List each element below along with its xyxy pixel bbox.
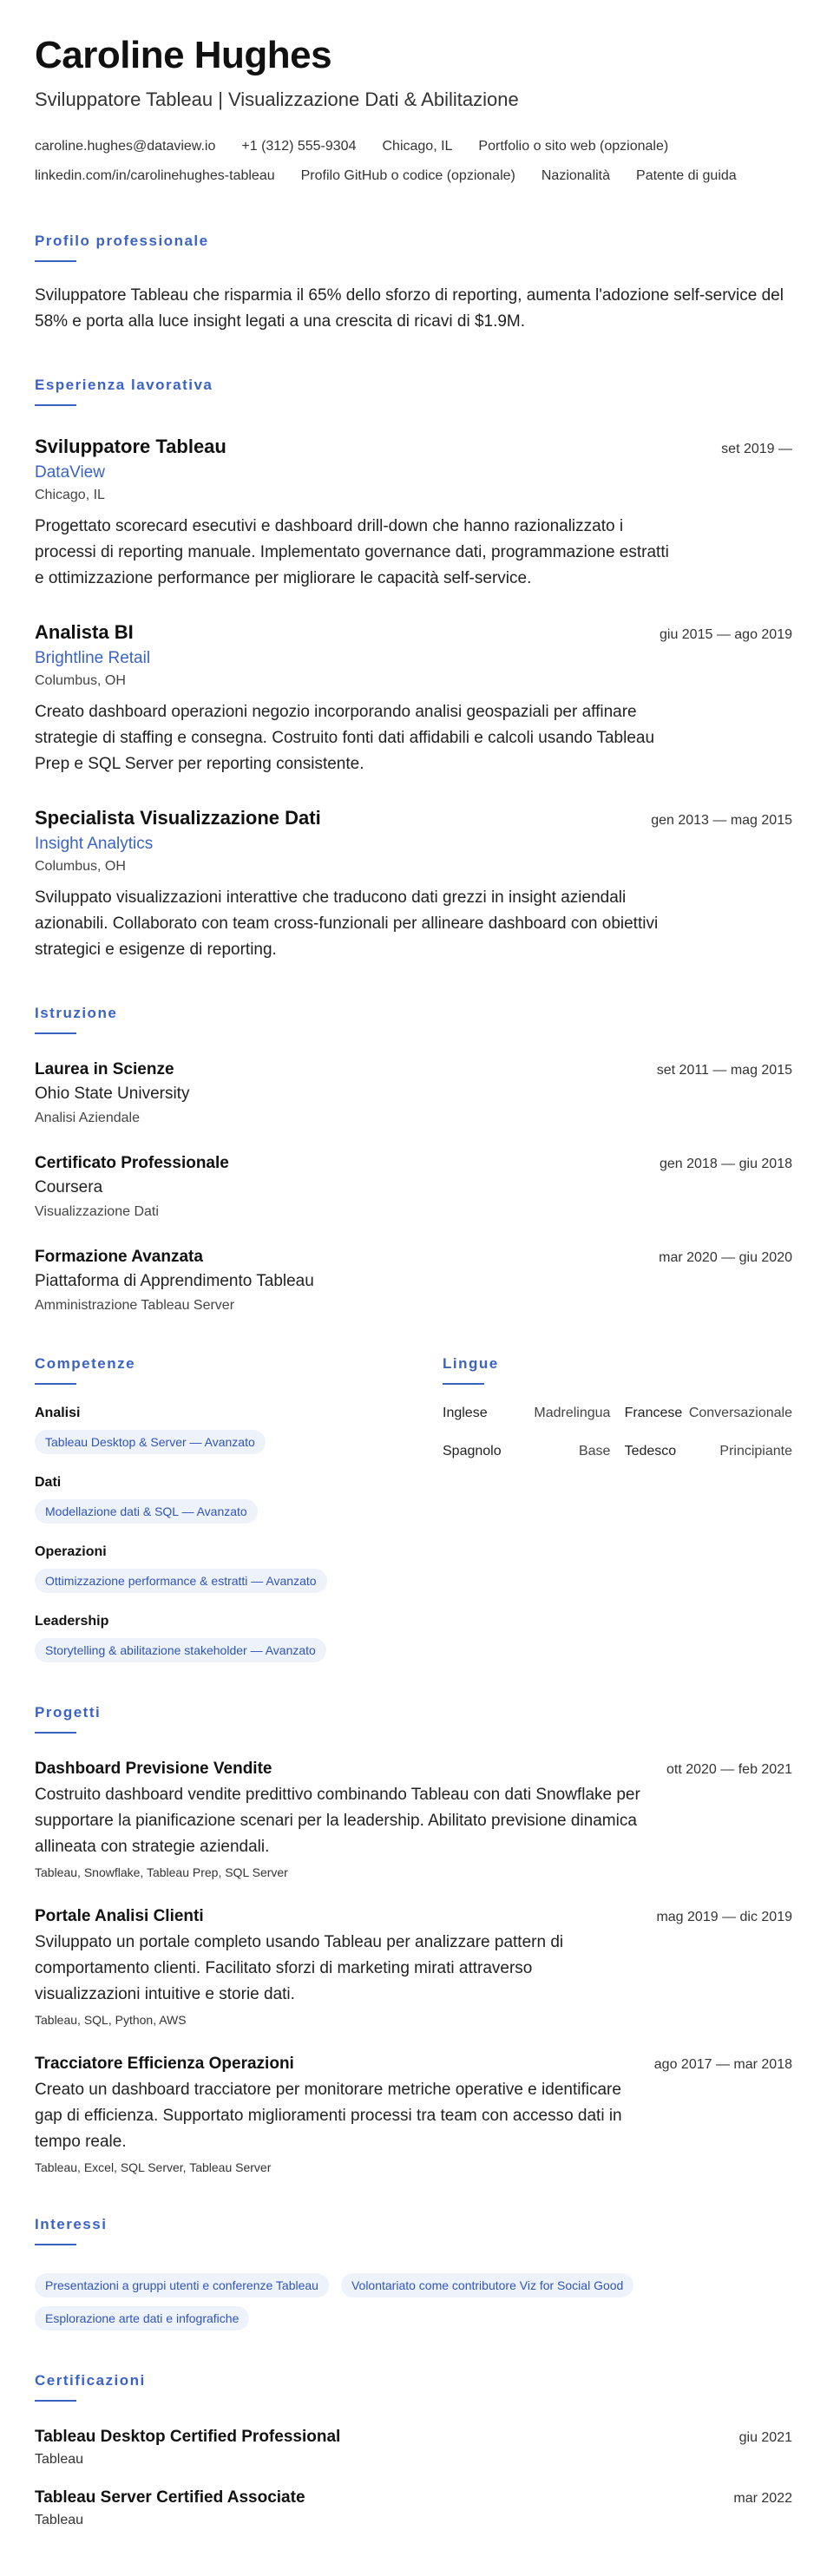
summary-section [35,233,792,335]
skill-chip: Modellazione dati & SQL — Avanzato [35,1499,258,1524]
certification-name: Tableau Desktop Certified Professional [35,2428,341,2446]
interest-chip: Volontariato come contributore Viz for Social Good [341,2273,633,2297]
candidate-name: Caroline Hughes [35,34,332,76]
job-location: Columbus, OH [35,859,126,874]
skill-chip: Tableau Desktop & Server — Avanzato [35,1430,266,1454]
education-field: Analisi Aziendale [35,1111,140,1125]
skill-group [35,1614,443,1662]
skill-group [35,1544,443,1593]
education-school: Piattaforma di Apprendimento Tableau [35,1272,314,1290]
job-dates: giu 2015 — ago 2019 [659,627,792,642]
job-title: Analista BI [35,621,134,643]
section-title-summary: Profilo professionale [35,233,209,249]
contact-github[interactable]: Profilo GitHub o codice (opzionale) [300,168,515,183]
contact-linkedin[interactable]: linkedin.com/in/carolinehughes-tableau [35,168,275,183]
education-school: Ohio State University [35,1085,190,1103]
contact-list [35,132,792,191]
education-entry [35,1060,792,1126]
education-degree: Laurea in Scienze [35,1060,174,1078]
contact-nationality: Nazionalità [541,168,611,183]
education-section [35,1005,792,1314]
resume-header [35,33,792,191]
certification-entry [35,2428,792,2468]
job-dates: set 2019 — [721,442,792,456]
section-divider [35,1383,76,1385]
skills-languages-row [35,1355,792,1662]
skill-chip: Storytelling & abilitazione stakeholder — Avanzato [35,1638,326,1662]
candidate-headline: Sviluppatore Tableau | Visualizzazione Dati & Abilitazione [35,88,519,110]
job-entry [35,807,792,963]
language-item [625,1406,792,1421]
skill-group [35,1475,443,1524]
contact-phone[interactable]: +1 (312) 555-9304 [241,139,357,154]
education-field: Visualizzazione Dati [35,1204,159,1219]
certifications-section [35,2372,792,2528]
language-row [443,1444,792,1459]
section-title-languages: Lingue [443,1355,499,1372]
language-name: Francese [624,1406,683,1420]
contact-email[interactable]: caroline.hughes@dataview.io [35,139,216,154]
section-divider [35,1732,76,1734]
project-description: Creato un dashboard tracciatore per monitorare metriche operative e identificare gap di efficienza. Supportato miglioramenti processi tra team con accesso dati in tempo reale. [35,2081,622,2151]
job-company: Brightline Retail [35,649,151,667]
job-company: DataView [35,463,105,482]
project-description: Costruito dashboard vendite predittivo combinando Tableau con dati Snowflake per supportare la pianificazione scenari per la leadership. Abilitato previsione dinamica allineata con strategie aziendali. [35,1786,640,1856]
interest-chip: Presentazioni a gruppi utenti e conferenze Tableau [35,2273,329,2297]
education-field: Amministrazione Tableau Server [35,1298,235,1313]
section-divider [35,260,76,262]
education-dates: mar 2020 — giu 2020 [659,1250,792,1265]
section-title-projects: Progetti [35,1704,102,1721]
language-row [443,1406,792,1421]
language-item [625,1444,792,1459]
language-name: Tedesco [624,1444,677,1458]
project-entry [35,1907,792,2027]
project-entry [35,2055,792,2174]
project-title: Tracciatore Efficienza Operazioni [35,2055,294,2073]
language-name: Spagnolo [443,1444,502,1458]
education-dates: set 2011 — mag 2015 [656,1063,792,1078]
project-dates: mag 2019 — dic 2019 [656,1910,792,1924]
project-tech: Tableau, SQL, Python, AWS [35,2013,187,2027]
section-title-experience: Esperienza lavorativa [35,377,213,393]
projects-section [35,1704,792,2174]
summary-text: Sviluppatore Tableau che risparmia il 65% dello sforzo di reporting, aumenta l'adozione self-service del 58% e porta alla luce insight legati a una crescita di ricavi di $1.9M. [35,286,784,331]
job-title: Specialista Visualizzazione Dati [35,807,321,829]
job-description: Sviluppato visualizzazioni interattive che traducono dati grezzi in insight aziendali azionabili. Collaborato con team cross-funzionali per allineare dashboard con obiettivi strategici e esigenze di reporting. [35,888,659,959]
project-title: Portale Analisi Clienti [35,1907,204,1925]
job-location: Chicago, IL [35,488,105,502]
skill-group-name: Dati [35,1475,62,1490]
language-level: Madrelingua [534,1406,611,1420]
language-item [443,1406,610,1421]
section-divider [443,1383,484,1385]
skills-section [35,1355,443,1662]
section-title-interests: Interessi [35,2216,108,2232]
project-description: Sviluppato un portale completo usando Tableau per analizzare pattern di comportamento clienti. Facilitato sforzi di marketing mirati attraverso visualizzazioni intuitive e storie dati. [35,1933,564,2003]
experience-section [35,377,792,963]
skill-group-name: Analisi [35,1406,81,1420]
language-level: Conversazionale [688,1406,792,1420]
interest-chip: Esplorazione arte dati e infografiche [35,2306,249,2330]
skill-group-name: Leadership [35,1614,109,1629]
language-item [443,1444,610,1459]
section-divider [35,2244,76,2245]
interest-chip-list [35,2265,792,2330]
contact-portfolio[interactable]: Portfolio o sito web (opzionale) [478,139,669,154]
project-tech: Tableau, Excel, SQL Server, Tableau Server [35,2160,272,2174]
project-entry [35,1760,792,1879]
job-description: Progettato scorecard esecutivi e dashboard drill-down che hanno razionalizzato i processi di reporting manuale. Implementato governance dati, programmazione estratti e ottimizzazione performance per migliorare le capacità self-service. [35,517,669,587]
section-divider [35,1032,76,1034]
project-title: Dashboard Previsione Vendite [35,1760,272,1778]
education-dates: gen 2018 — giu 2018 [659,1157,792,1171]
education-school: Coursera [35,1178,103,1196]
skill-group [35,1406,443,1454]
job-location: Columbus, OH [35,673,126,688]
project-dates: ago 2017 — mar 2018 [653,2057,792,2072]
skill-group-name: Operazioni [35,1544,107,1559]
language-level: Base [578,1444,611,1458]
language-level: Principiante [719,1444,792,1458]
languages-section [443,1355,792,1662]
job-entry [35,436,792,592]
certification-issuer: Tableau [35,2452,84,2467]
project-tech: Tableau, Snowflake, Tableau Prep, SQL Server [35,1865,288,1879]
contact-location: Chicago, IL [382,139,453,154]
job-company: Insight Analytics [35,835,154,853]
certification-issuer: Tableau [35,2513,84,2527]
section-divider [35,404,76,406]
job-dates: gen 2013 — mag 2015 [651,813,792,828]
section-divider [35,2400,76,2402]
project-dates: ott 2020 — feb 2021 [666,1762,792,1777]
education-entry [35,1154,792,1220]
interests-section [35,2216,792,2330]
certification-name: Tableau Server Certified Associate [35,2488,305,2507]
job-title: Sviluppatore Tableau [35,436,226,457]
language-name: Inglese [443,1406,488,1420]
contact-driving-license: Patente di guida [636,168,737,183]
certification-entry [35,2488,792,2528]
certification-date: giu 2021 [738,2430,792,2445]
skill-chip: Ottimizzazione performance & estratti — Avanzato [35,1569,327,1593]
certification-date: mar 2022 [733,2491,792,2506]
education-degree: Formazione Avanzata [35,1248,203,1266]
education-degree: Certificato Professionale [35,1154,229,1172]
section-title-skills: Competenze [35,1355,136,1372]
education-entry [35,1248,792,1314]
job-description: Creato dashboard operazioni negozio incorporando analisi geospaziali per affinare strategie di staffing e consegna. Costruito fonti dati affidabili e calcoli usando Tableau Prep e SQL Server per reporting consistente. [35,703,655,773]
job-entry [35,621,792,777]
section-title-education: Istruzione [35,1005,118,1021]
section-title-certifications: Certificazioni [35,2372,146,2389]
